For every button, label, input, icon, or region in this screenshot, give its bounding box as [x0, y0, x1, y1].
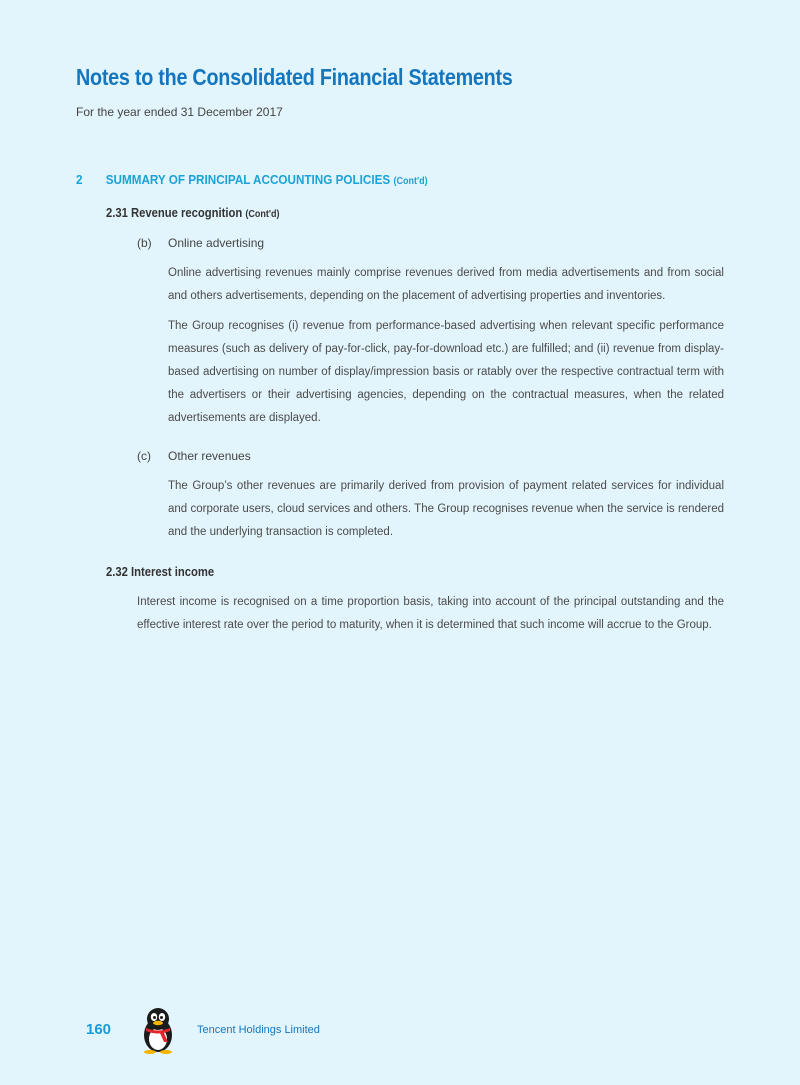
item-title: Online advertising	[168, 236, 265, 250]
subsection-title: 2.32 Interest income	[106, 565, 215, 579]
footer-company-name: Tencent Holdings Limited	[197, 1024, 320, 1036]
item-title: Other revenues	[168, 449, 251, 463]
subsection-heading-232	[106, 565, 214, 579]
item-letter: (b)	[137, 236, 152, 250]
item-letter: (c)	[137, 449, 151, 463]
section-heading	[76, 172, 428, 187]
page-subtitle: For the year ended 31 December 2017	[76, 105, 283, 119]
footer-page-number: 160	[86, 1021, 112, 1038]
subsection-cont: (Cont'd)	[245, 209, 280, 220]
penguin-mascot-icon	[138, 1006, 178, 1054]
subsection-heading-231	[106, 206, 280, 220]
section-title: SUMMARY OF PRINCIPAL ACCOUNTING POLICIES	[105, 172, 391, 187]
subsection-title: 2.31 Revenue recognition	[106, 206, 243, 220]
item-label-c	[137, 449, 251, 463]
paragraph: The Group recognises (i) revenue from performance-based advertising when relevant specific performance measures (such as delivery of pay-for-click, pay-for-download etc.) are fulfilled; and (ii) revenue from display-based advertising on number of display/impression basis or ratably over the respective contractual term with the advertisers or their advertising agencies, depending on the contractual measures, when the related advertisements are displayed.	[168, 320, 724, 424]
paragraph: The Group’s other revenues are primarily derived from provision of payment related services for individual and corporate users, cloud services and others. The Group recognises revenue when the service is rendered and the underlying transaction is completed.	[168, 480, 724, 538]
section-cont: (Cont'd)	[393, 176, 428, 187]
paragraph: Interest income is recognised on a time proportion basis, taking into account of the principal outstanding and the effective interest rate over the period to maturity, when it is determined that such income will accrue to the Group.	[137, 596, 724, 631]
item-label-b	[137, 236, 264, 250]
section-number: 2	[76, 172, 83, 187]
page-title: Notes to the Consolidated Financial Statements	[76, 64, 513, 90]
paragraph: Online advertising revenues mainly comprise revenues derived from media advertisements and from social and others advertisements, depending on the placement of advertising properties and inventories.	[168, 267, 724, 302]
